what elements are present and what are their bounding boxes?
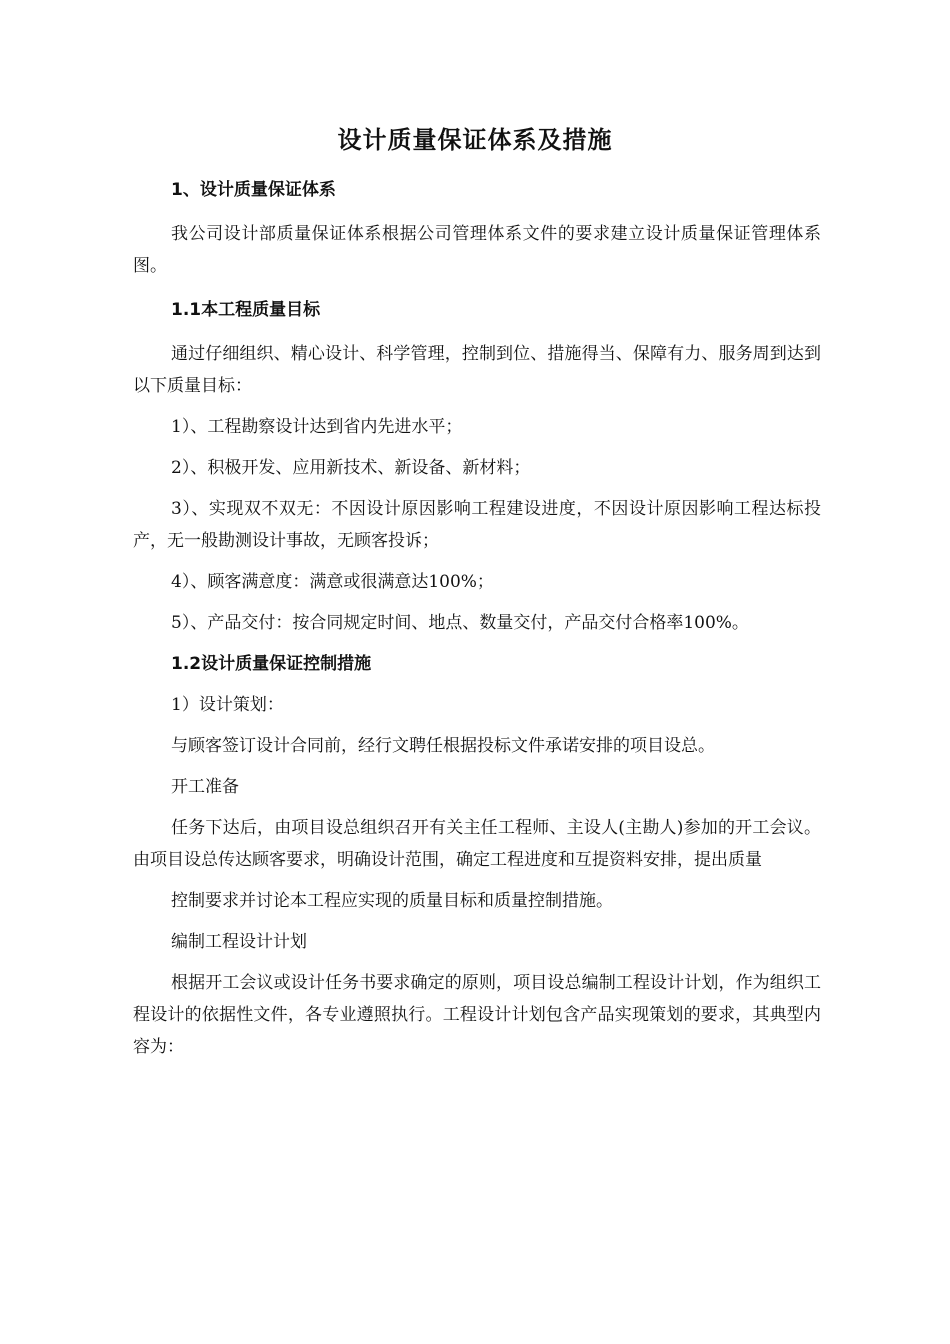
subheading-design-plan: 编制工程设计计划	[171, 932, 307, 952]
goal-item-4: 4）、顾客满意度：满意或很满意达100%；	[171, 572, 494, 592]
paragraph-design-planning: 与顾客签订设计合同前，经行文聘任根据投标文件承诺安排的项目设总。	[171, 736, 715, 756]
goal-item-2: 2）、积极开发、应用新技术、新设备、新材料；	[171, 458, 531, 478]
paragraph-preparation-2: 控制要求并讨论本工程应实现的质量目标和质量控制措施。	[171, 891, 613, 911]
paragraph-design-plan: 根据开工会议或设计任务书要求确定的原则，项目设总编制工程设计计划，作为组织工程设计的依据性文件，各专业遵照执行。工程设计计划包含产品实现策划的要求，其典型内容为：	[133, 973, 821, 1057]
item-design-planning: 1）设计策划：	[171, 695, 284, 715]
goal-item-5: 5）、产品交付：按合同规定时间、地点、数量交付，产品交付合格率100%。	[171, 613, 749, 633]
section-heading-1-2: 1.2设计质量保证控制措施	[171, 654, 372, 674]
paragraph-preparation-1: 任务下达后，由项目设总组织召开有关主任工程师、主设人(主勘人)参加的开工会议。由项目设总传达顾客要求，明确设计范围，确定工程进度和互提资料安排，提出质量	[133, 818, 821, 870]
section-heading-1-1: 1.1本工程质量目标	[171, 300, 321, 320]
subheading-preparation: 开工准备	[171, 777, 239, 797]
paragraph-section-1: 我公司设计部质量保证体系根据公司管理体系文件的要求建立设计质量保证管理体系图。	[133, 224, 821, 276]
goal-item-3: 3）、实现双不双无：不因设计原因影响工程建设进度，不因设计原因影响工程达标投产，无一般勘测设计事故，无顾客投诉；	[133, 499, 821, 551]
document-title: 设计质量保证体系及措施	[337, 126, 613, 154]
paragraph-section-1-1: 通过仔细组织、精心设计、科学管理，控制到位、措施得当、保障有力、服务周到达到以下质量目标：	[133, 344, 821, 396]
section-heading-1: 1、设计质量保证体系	[171, 180, 336, 200]
document-body	[133, 174, 821, 1063]
goal-item-1: 1）、工程勘察设计达到省内先进水平；	[171, 417, 463, 437]
